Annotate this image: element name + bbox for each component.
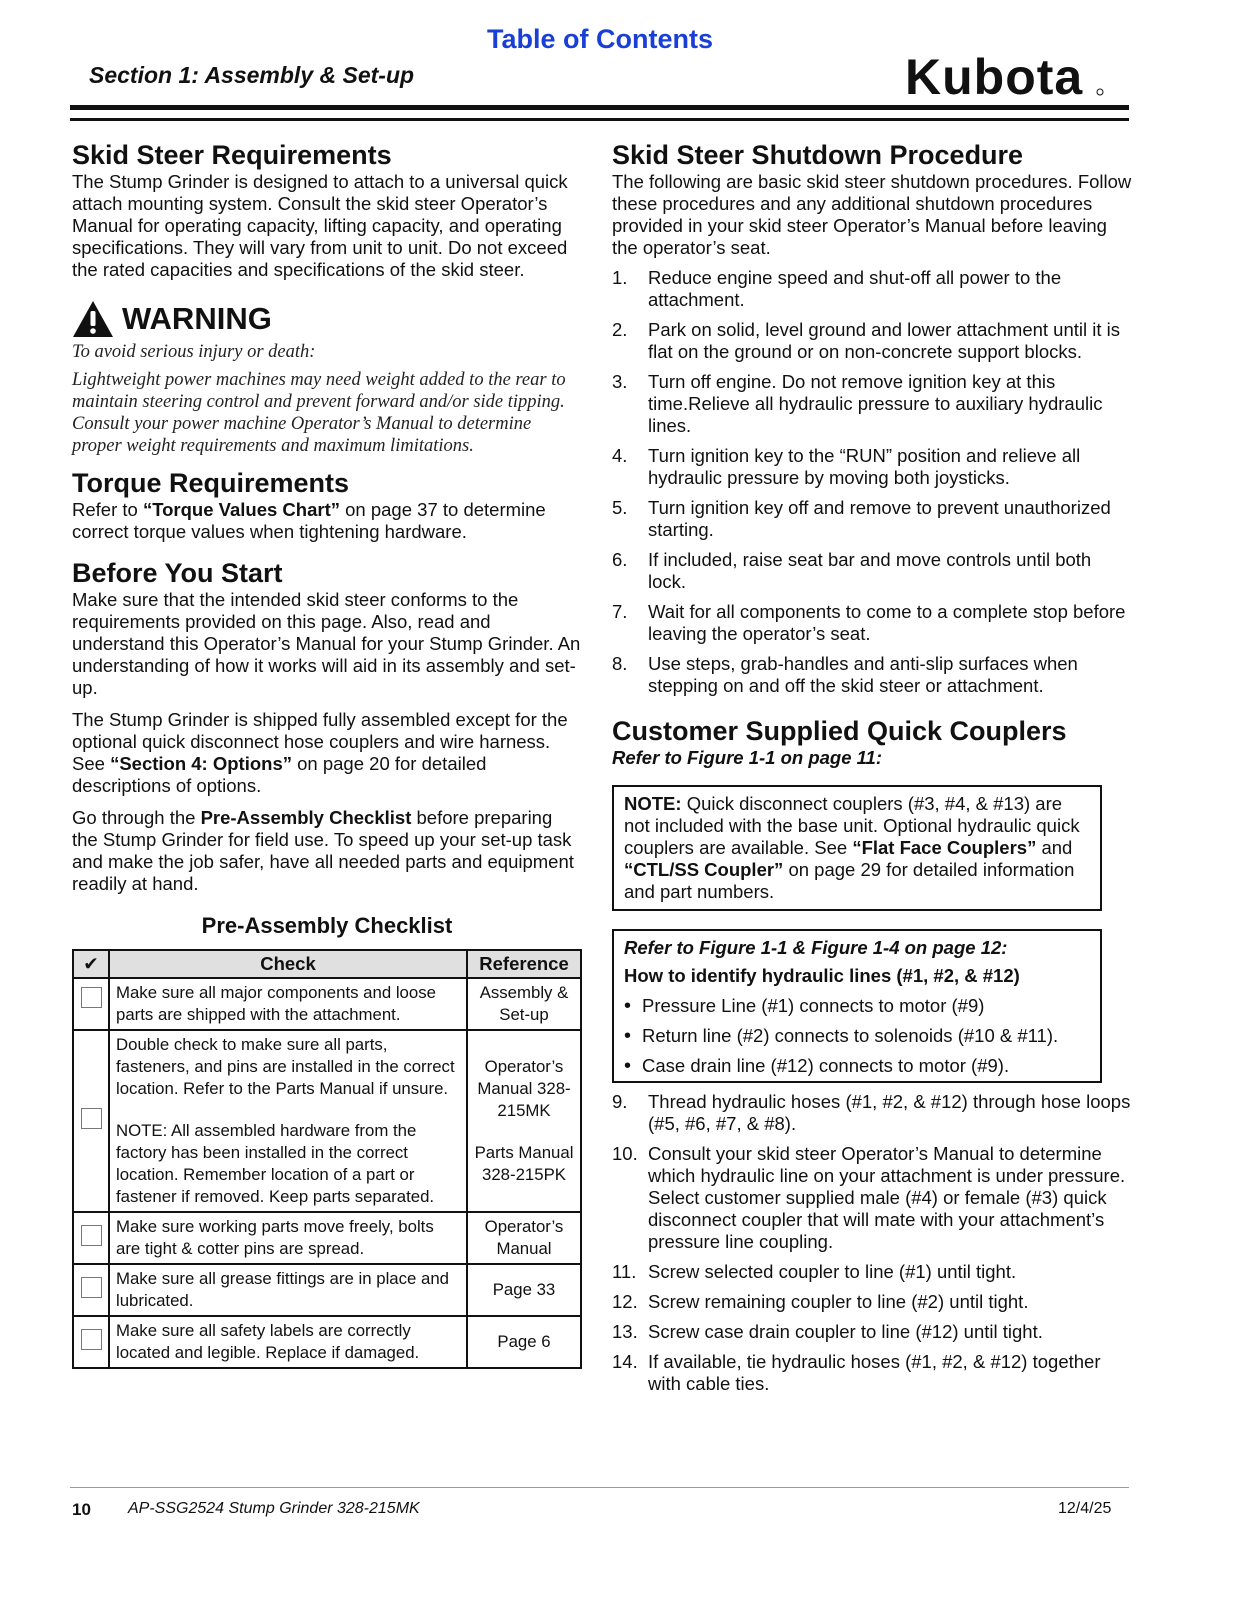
ctl-ss-coupler-link[interactable]: “CTL/SS Coupler” — [624, 859, 784, 880]
step-text: Consult your skid steer Operator’s Manual to determine which hydraulic line on your attachment is under pressure. Select customer supplied male (#4) or female (#3) quick disconnect coupler that will mate with your attachment’s pressure line coupling. — [648, 1143, 1126, 1252]
note-label: NOTE: — [624, 793, 682, 814]
list-item: • Return line (#2) connects to solenoids (#10 & #11). — [624, 1025, 1090, 1047]
checkbox[interactable] — [81, 1108, 102, 1129]
document-date: 12/4/25 — [1058, 1500, 1112, 1517]
pre-assembly-checklist-table — [72, 949, 582, 1369]
reference-cell: Operator’s Manual 328-215MK Parts Manual 328-215PK — [467, 1030, 581, 1212]
check-cell: Make sure all safety labels are correctly located and legible. Replace if damaged. — [109, 1316, 467, 1368]
table-row — [73, 1030, 581, 1212]
step-text: Screw selected coupler to line (#1) until tight. — [648, 1261, 1017, 1282]
step-text: If included, raise seat bar and move controls until both lock. — [648, 549, 1092, 592]
note-box: NOTE: Quick disconnect couplers (#3, #4, & #13) are not included with the base unit. Optional hydraulic quick couplers are available. See “Flat Face Couplers” and “CTL/SS Coupler” on page 29 for detailed information and part numbers. — [612, 785, 1102, 911]
check-cell: Make sure working parts move freely, bolts are tight & cotter pins are spread. — [109, 1212, 467, 1264]
reference-column-header: Reference — [467, 950, 581, 978]
hydraulic-lines-list — [624, 995, 1090, 1077]
step-number: 5. — [612, 497, 628, 518]
step-text: If available, tie hydraulic hoses (#1, #2, & #12) together with cable ties. — [648, 1351, 1101, 1394]
reference-cell: Page 6 — [467, 1316, 581, 1368]
step-number: 12. — [612, 1291, 638, 1312]
checkbox[interactable] — [81, 1329, 102, 1350]
step-number: 1. — [612, 267, 628, 288]
svg-text:Kubota: Kubota — [905, 50, 1084, 100]
before-you-start-heading: Before You Start — [72, 558, 283, 588]
step-text: Turn ignition key to the “RUN” position and relieve all hydraulic pressure by moving both joysticks. — [648, 445, 1081, 488]
list-item — [612, 445, 1134, 489]
checklist-title: Pre-Assembly Checklist — [201, 913, 453, 938]
step-number: 9. — [612, 1091, 628, 1112]
right-column — [612, 139, 1134, 1395]
torque-requirements-body: Refer to “Torque Values Chart” on page 37 to determine correct torque values when tightening hardware. — [72, 499, 546, 542]
shutdown-intro: The following are basic skid steer shutdown procedures. Follow these procedures and any additional shutdown procedures provided in your skid steer Operator’s Manual before leaving the operator’s seat. — [612, 171, 1132, 258]
warning-icon — [72, 300, 114, 338]
warning-body: Lightweight power machines may need weight added to the rear to maintain steering control and prevent forward and/or side tipping. Consult your power machine Operator’s Manual to determine proper weight requirements and maximum limitations. — [72, 370, 566, 456]
step-text: Screw case drain coupler to line (#12) until tight. — [648, 1321, 1043, 1342]
check-column-header: Check — [109, 950, 467, 978]
list-item — [612, 371, 1134, 437]
table-row — [73, 978, 581, 1030]
step-number: 8. — [612, 653, 628, 674]
table-header-row — [73, 950, 581, 978]
figure-reference-2: Refer to Figure 1-1 & Figure 1-4 on page 12: — [624, 937, 1008, 958]
quick-couplers-heading: Customer Supplied Quick Couplers — [612, 716, 1067, 746]
hydraulic-lines-title: How to identify hydraulic lines (#1, #2, & #12) — [624, 965, 1020, 986]
list-item — [612, 1351, 1134, 1395]
step-number: 10. — [612, 1143, 638, 1164]
step-number: 2. — [612, 319, 628, 340]
before-you-start-p3: Go through the Pre-Assembly Checklist before preparing the Stump Grinder for field use. To speed up your set-up task and make the job safer, have all needed parts and equipment readily at hand. — [72, 807, 574, 894]
step-number: 4. — [612, 445, 628, 466]
step-number: 7. — [612, 601, 628, 622]
section-4-options-link[interactable]: “Section 4: Options” — [110, 753, 292, 774]
check-cell: Double check to make sure all parts, fasteners, and pins are installed in the correct location. Refer to the Parts Manual if unsure. NOTE: All assembled hardware from the factory has been installed in the correct location. Remember location of a part or fastener if removed. Keep parts separated. — [109, 1030, 467, 1212]
step-text: Reduce engine speed and shut-off all power to the attachment. — [648, 267, 1062, 310]
reference-cell: Operator’s Manual — [467, 1212, 581, 1264]
torque-values-chart-link[interactable]: “Torque Values Chart” — [142, 499, 340, 520]
reference-cell: Assembly & Set-up — [467, 978, 581, 1030]
list-item — [612, 319, 1134, 363]
document-title: AP-SSG2524 Stump Grinder 328-215MK — [128, 1500, 420, 1517]
shutdown-procedure-heading: Skid Steer Shutdown Procedure — [612, 140, 1024, 170]
warning-intro: To avoid serious injury or death: — [72, 342, 316, 362]
hydraulic-lines-box — [612, 929, 1102, 1083]
list-item — [612, 497, 1134, 541]
table-row — [73, 1264, 581, 1316]
checkbox[interactable] — [81, 987, 102, 1008]
checkmark-header: ✔ — [73, 950, 109, 978]
check-cell: Make sure all major components and loose parts are shipped with the attachment. — [109, 978, 467, 1030]
left-column — [72, 139, 582, 1369]
step-text: Thread hydraulic hoses (#1, #2, & #12) through hose loops (#5, #6, #7, & #8). — [648, 1091, 1131, 1134]
list-item — [612, 1291, 1134, 1313]
before-you-start-p2: The Stump Grinder is shipped fully assembled except for the optional quick disconnect hose couplers and wire harness. See “Section 4: Options” on page 20 for detailed descriptions of options. — [72, 709, 568, 796]
skid-steer-requirements-heading: Skid Steer Requirements — [72, 140, 392, 170]
list-item — [612, 549, 1134, 593]
step-number: 3. — [612, 371, 628, 392]
warning-header — [72, 297, 582, 341]
coupler-steps-list — [612, 1091, 1134, 1395]
section-title: Section 1: Assembly & Set-up — [89, 62, 415, 88]
flat-face-couplers-link[interactable]: “Flat Face Couplers” — [852, 837, 1037, 858]
step-text: Wait for all components to come to a complete stop before leaving the operator’s seat. — [648, 601, 1126, 644]
list-item — [612, 267, 1134, 311]
list-item: • Case drain line (#12) connects to motor (#9). — [624, 1055, 1090, 1077]
page-number: 10 — [72, 1500, 91, 1519]
list-item: • Pressure Line (#1) connects to motor (#9) — [624, 995, 1090, 1017]
skid-steer-requirements-body: The Stump Grinder is designed to attach to a universal quick attach mounting system. Consult the skid steer Operator’s Manual for operating capacity, lifting capacity, and operating specifications. They will vary from unit to unit. Do not exceed the rated capacities and specifications of the skid steer. — [72, 171, 568, 280]
table-of-contents-link[interactable]: Table of Contents — [487, 24, 713, 54]
checkbox[interactable] — [81, 1277, 102, 1298]
list-item — [612, 601, 1134, 645]
table-row — [73, 1316, 581, 1368]
kubota-logo — [905, 50, 1105, 105]
list-item — [612, 1321, 1134, 1343]
check-cell: Make sure all grease fittings are in place and lubricated. — [109, 1264, 467, 1316]
list-item — [612, 1091, 1134, 1135]
warning-title: WARNING — [122, 301, 272, 336]
before-you-start-p1: Make sure that the intended skid steer conforms to the requirements provided on this page. Also, read and understand this Operator’s Manual for your Stump Grinder. An understanding of how it works will aid in its assembly and set-up. — [72, 589, 581, 698]
list-item — [612, 1261, 1134, 1283]
step-number: 14. — [612, 1351, 638, 1372]
footer-rule — [70, 1487, 1129, 1488]
step-text: Turn off engine. Do not remove ignition key at this time.Relieve all hydraulic pressure to auxiliary hydraulic lines. — [648, 371, 1103, 436]
header-rule-thick — [70, 105, 1129, 110]
step-text: Use steps, grab-handles and anti-slip surfaces when stepping on and off the skid steer or attachment. — [648, 653, 1078, 696]
reference-cell: Page 33 — [467, 1264, 581, 1316]
torque-requirements-heading: Torque Requirements — [72, 468, 350, 498]
step-text: Turn ignition key off and remove to prevent unauthorized starting. — [648, 497, 1111, 540]
step-text: Park on solid, level ground and lower attachment until it is flat on the ground or on non-concrete support blocks. — [648, 319, 1121, 362]
step-text: Screw remaining coupler to line (#2) until tight. — [648, 1291, 1029, 1312]
table-row — [73, 1212, 581, 1264]
list-item — [612, 1143, 1134, 1253]
header-rule-thin — [70, 118, 1129, 121]
step-number: 11. — [612, 1261, 637, 1282]
step-number: 6. — [612, 549, 628, 570]
checkbox[interactable] — [81, 1225, 102, 1246]
list-item — [612, 653, 1134, 697]
shutdown-steps-list — [612, 267, 1134, 697]
step-number: 13. — [612, 1321, 638, 1342]
figure-reference: Refer to Figure 1-1 on page 11: — [612, 747, 883, 768]
